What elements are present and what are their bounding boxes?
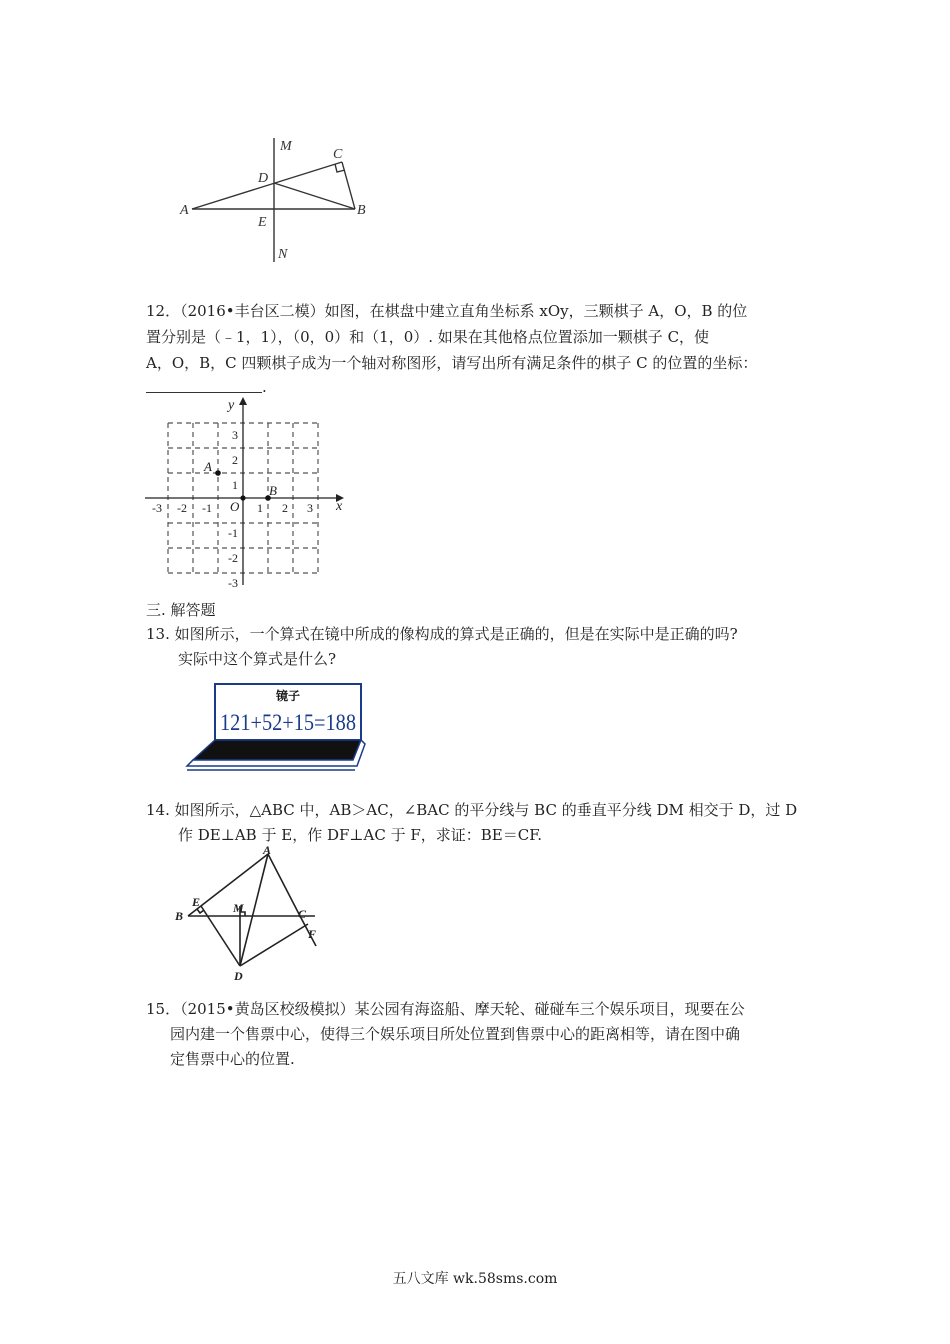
label-E: E bbox=[258, 215, 267, 230]
q15-line-3: 定售票中心的位置. bbox=[170, 1050, 295, 1068]
label-A: A bbox=[180, 203, 189, 218]
footer-watermark: 五八文库 wk.58sms.com bbox=[392, 1271, 558, 1287]
q12-line-1: 12．（2016•丰台区二模）如图，在棋盘中建立直角坐标系 xOy，三颗棋子 A，O，B 的位 bbox=[146, 302, 748, 320]
y-axis-label: y bbox=[228, 398, 235, 413]
q12-line-3: A，O，B，C 四颗棋子成为一个轴对称图形，请写出所有满足条件的棋子 C 的位置的坐标： bbox=[146, 354, 758, 372]
origin-label: O bbox=[230, 499, 240, 514]
q13-line-2: 实际中这个算式是什么? bbox=[178, 650, 337, 668]
point-A bbox=[215, 470, 221, 476]
x-tick-1: 1 bbox=[257, 501, 263, 515]
label-M: M bbox=[280, 139, 292, 154]
point-A-label: A bbox=[204, 459, 212, 474]
x-tick-neg1: -1 bbox=[202, 501, 212, 515]
x-tick-neg3: -3 bbox=[152, 501, 162, 515]
tri-label-A: A bbox=[263, 843, 272, 857]
label-N: N bbox=[278, 247, 288, 262]
section-3-title: 三. 解答题 bbox=[146, 601, 216, 619]
q14-line-2: 作 DE⊥AB 于 E，作 DF⊥AC 于 F，求证：BE＝CF. bbox=[178, 826, 543, 844]
point-B-label: B bbox=[269, 483, 277, 498]
q12-blank-period: . bbox=[262, 378, 267, 396]
x-tick-neg2: -2 bbox=[177, 501, 187, 515]
tri-label-M: M bbox=[233, 901, 244, 915]
q12-line-2: 置分别是（﹣1，1），（0，0）和（1，0）. 如果在其他格点位置添加一颗棋子 C，使 bbox=[146, 328, 710, 346]
mirror-title: 镜子 bbox=[275, 689, 301, 703]
y-tick-3: 3 bbox=[232, 428, 238, 442]
q14-line-1: 14. 如图所示，△ABC 中，AB＞AC，∠BAC 的平分线与 BC 的垂直平分线 DM 相交于 D，过 D bbox=[146, 801, 798, 819]
point-O bbox=[240, 495, 245, 500]
x-tick-2: 2 bbox=[282, 501, 288, 515]
q12-answer-blank[interactable] bbox=[146, 392, 262, 393]
label-B: B bbox=[357, 203, 366, 218]
y-tick-neg1: -1 bbox=[228, 526, 238, 540]
q15-line-1: 15．（2015•黄岛区校级模拟）某公园有海盗船、摩天轮、碰碰车三个娱乐项目，现要在公 bbox=[146, 1000, 745, 1018]
tri-label-E: E bbox=[192, 895, 201, 909]
label-D: D bbox=[258, 171, 269, 186]
tri-label-C: C bbox=[298, 907, 307, 921]
label-C: C bbox=[333, 147, 343, 162]
q13-line-1: 13. 如图所示，一个算式在镜中所成的像构成的算式是正确的，但是在实际中是正确的吗? bbox=[146, 625, 738, 643]
y-tick-2: 2 bbox=[232, 453, 238, 467]
y-tick-1: 1 bbox=[232, 478, 238, 492]
figure-11-geometry bbox=[170, 130, 390, 270]
y-tick-neg3: -3 bbox=[228, 576, 238, 590]
figure-12-coordinate-grid bbox=[140, 395, 355, 595]
mirror-expression: 121+52+15=188 bbox=[220, 710, 356, 735]
y-tick-neg2: -2 bbox=[228, 551, 238, 565]
figure-13-mirror bbox=[185, 680, 375, 775]
tri-label-D: D bbox=[234, 969, 243, 982]
tri-label-F: F bbox=[308, 927, 317, 941]
x-tick-3: 3 bbox=[307, 501, 313, 515]
q15-line-2: 园内建一个售票中心，使得三个娱乐项目所处位置到售票中心的距离相等，请在图中确 bbox=[170, 1025, 741, 1043]
figure-14-triangle bbox=[170, 842, 330, 982]
x-axis-label: x bbox=[336, 499, 343, 514]
tri-label-B: B bbox=[175, 909, 184, 923]
